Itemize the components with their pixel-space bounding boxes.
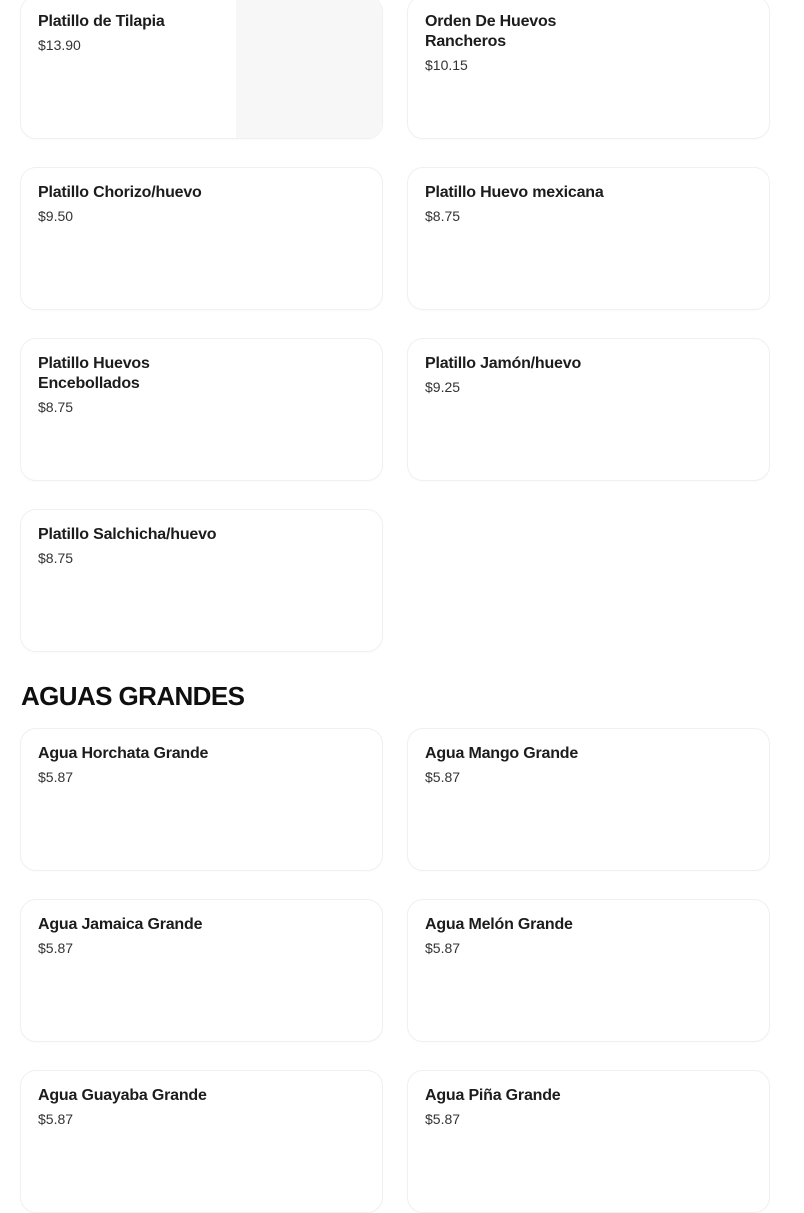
menu-item-card[interactable]: [407, 728, 770, 871]
item-name: Platillo Jamón/huevo: [425, 355, 582, 372]
menu-item-card[interactable]: [20, 1070, 383, 1213]
item-price: $9.25: [425, 379, 461, 395]
menu-item-card[interactable]: [20, 899, 383, 1042]
menu-item-card[interactable]: [407, 167, 770, 310]
item-price: $10.15: [425, 57, 468, 73]
menu-section-aguas-grandes: [20, 728, 770, 1213]
section-title-aguas-grandes: AGUAS GRANDES: [21, 681, 245, 711]
menu-item-card[interactable]: [407, 0, 770, 139]
item-price: $8.75: [38, 399, 74, 415]
item-name: Platillo Salchicha/huevo: [38, 526, 217, 543]
item-name: Agua Horchata Grande: [38, 745, 209, 762]
menu-item-card[interactable]: [20, 167, 383, 310]
item-price: $5.87: [38, 769, 74, 785]
item-name: Agua Guayaba Grande: [38, 1087, 207, 1104]
menu-section-platillos: [20, 0, 770, 652]
item-name: Agua Mango Grande: [425, 745, 579, 762]
item-name: Platillo Chorizo/huevo: [38, 184, 202, 201]
item-price: $5.87: [425, 940, 461, 956]
item-price: $5.87: [38, 1111, 74, 1127]
menu-item-card[interactable]: [407, 1070, 770, 1213]
menu-item-card[interactable]: [407, 899, 770, 1042]
item-price: $9.50: [38, 208, 74, 224]
menu-item-card[interactable]: [20, 728, 383, 871]
menu-item-card[interactable]: [407, 338, 770, 481]
item-name: Agua Jamaica Grande: [38, 916, 203, 933]
item-name: Agua Melón Grande: [425, 916, 573, 933]
item-name: Platillo Huevo mexicana: [425, 184, 604, 201]
item-price: $8.75: [425, 208, 461, 224]
item-price: $5.87: [425, 1111, 461, 1127]
item-name: Orden De Huevos Rancheros: [425, 13, 557, 50]
item-price: $5.87: [425, 769, 461, 785]
menu-item-card[interactable]: [20, 338, 383, 481]
item-image-placeholder: [236, 0, 382, 138]
menu-item-card[interactable]: [20, 509, 383, 652]
item-price: $13.90: [38, 37, 81, 53]
item-price: $8.75: [38, 550, 74, 566]
menu-item-card[interactable]: [20, 0, 383, 139]
item-name: Platillo Huevos Encebollados: [38, 355, 150, 392]
item-name: Agua Piña Grande: [425, 1087, 561, 1104]
item-price: $5.87: [38, 940, 74, 956]
item-name: Platillo de Tilapia: [38, 13, 165, 30]
